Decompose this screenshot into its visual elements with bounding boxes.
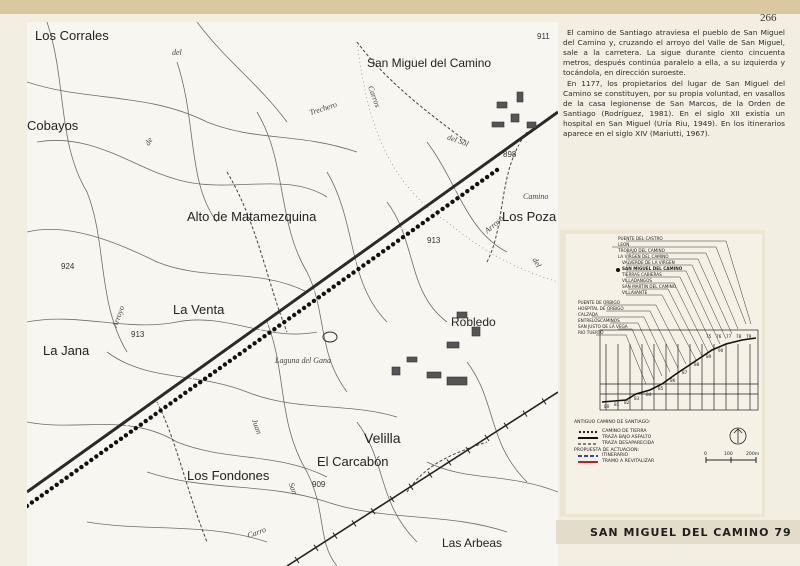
profile-elevation-line <box>602 338 756 402</box>
label-camino: Camino <box>523 192 549 201</box>
profile-label-11: PUENTE DE ORBIGO <box>578 300 620 305</box>
trail-dot <box>94 454 98 458</box>
trail-dot <box>144 419 148 423</box>
label-carros: Carros <box>366 84 383 109</box>
trail-dot <box>307 302 311 306</box>
trail-dot <box>124 433 128 437</box>
trail-dot <box>371 256 375 260</box>
trail-dot <box>223 362 227 366</box>
label-cobayos: Cobayos <box>27 118 79 133</box>
trail-dot <box>173 398 177 402</box>
stage-90: 90 <box>718 348 724 353</box>
trail-dot <box>203 377 207 381</box>
trail-dot <box>356 267 360 271</box>
trail-dot <box>55 483 59 487</box>
elevation-898: 898 <box>503 150 517 159</box>
legend-itinerary-label: ITINERARIO <box>602 453 629 458</box>
profile-label-7: TIERRAS CABIERAS <box>622 272 662 277</box>
label-robledo: Robledo <box>451 315 496 329</box>
legend-revitalize-label: TRAMO A REVITALIZAR <box>602 459 655 464</box>
label-velilla: Velilla <box>364 430 401 446</box>
trail-dot <box>485 175 489 179</box>
stage-81: 81 <box>614 402 620 407</box>
trail-dot <box>396 239 400 243</box>
label-la-venta: La Venta <box>173 302 225 317</box>
trail-dot <box>134 426 138 430</box>
elevation-909: 909 <box>312 480 326 489</box>
trail-dot <box>421 221 425 225</box>
trail-dot <box>163 405 167 409</box>
trail-dot <box>490 171 494 175</box>
pond <box>323 332 337 342</box>
trail-dot <box>282 320 286 324</box>
trail-dot <box>287 316 291 320</box>
label-los-poza: Los Poza <box>502 209 557 224</box>
scale-0: 0 <box>704 452 707 457</box>
trail-dot <box>351 270 355 274</box>
trail-dot <box>455 196 459 200</box>
trail-dot <box>327 288 331 292</box>
profile-label-6: SAN MIGUEL DEL CAMINO <box>622 266 683 271</box>
label-juan: Juan <box>249 417 264 436</box>
trail-dot <box>341 277 345 281</box>
stage-82: 82 <box>624 400 630 405</box>
trail-dot <box>158 408 162 412</box>
stage-78: 78 <box>736 334 742 339</box>
elevation-911: 911 <box>537 32 550 41</box>
trail-dot <box>450 200 454 204</box>
label-trechero: Trechero <box>308 99 338 118</box>
trail-dot <box>317 295 321 299</box>
legend-symbols <box>578 431 598 462</box>
elevation-924: 924 <box>61 262 75 271</box>
trail-dot <box>366 260 370 264</box>
trail-dot <box>277 323 281 327</box>
trail-dot <box>431 214 435 218</box>
legend-proposal: PROPUESTA DE ACTUACION: <box>574 448 640 453</box>
label-san: San <box>286 481 300 496</box>
trail-dot <box>361 263 365 267</box>
north-arrow <box>730 428 746 444</box>
trail-dot <box>129 430 133 434</box>
profile-label-3: TROBAJO DEL CAMINO <box>618 248 665 253</box>
trail-dot <box>376 253 380 257</box>
trail-dot <box>69 472 73 476</box>
label-laguna-del-gana: Laguna del Gana <box>275 356 331 365</box>
legend-under-asphalt: TRAZA BAJO ASFALTO <box>602 435 652 440</box>
label-del: del <box>172 48 182 57</box>
legend-lost-track: TRAZA DESAPARECIDA <box>602 441 655 446</box>
trail-dot <box>89 458 93 462</box>
trail-dot <box>312 299 316 303</box>
trail-dot <box>337 281 341 285</box>
label-alto-de-matamezquina: Alto de Matamezquina <box>187 209 317 224</box>
paragraph-history: En 1177, los propietarios del lugar de San Miguel del Camino se constituyen, por su propia voluntad, en vasallos de la casa legionense de San Marcos, de la Orden de Santiago (Rodríguez, 1981). En el siglo XII existía un hospital en San Miguel (Uría Riu, 1949). En los itinerarios aparece en el siglo XIV (Mariutti, 1967). <box>563 79 785 138</box>
profile-label-2: LEON <box>618 242 630 247</box>
trail-dot <box>79 465 83 469</box>
trail-dot <box>401 235 405 239</box>
stage-76: 76 <box>716 334 722 339</box>
profile-label-5: VALVERDE DE LA VIRGEN <box>622 260 675 265</box>
trail-dot <box>238 352 242 356</box>
stage-75: 75 <box>706 334 712 339</box>
trail-dot <box>104 447 108 451</box>
label-de: de <box>142 135 155 148</box>
scale-100: 100 <box>724 452 733 457</box>
trail-dot <box>435 210 439 214</box>
village-buildings <box>392 92 536 385</box>
label-los-fondones: Los Fondones <box>187 468 270 483</box>
stage-77: 77 <box>726 334 732 339</box>
route-profile-inset <box>566 234 762 514</box>
trail-dot <box>178 394 182 398</box>
trail-dot <box>119 437 123 441</box>
trail-dot <box>460 193 464 197</box>
stage-87: 87 <box>682 370 688 375</box>
label-las-arbeas: Las Arbeas <box>442 536 503 550</box>
scale-200m: 200m <box>746 452 760 457</box>
trail-dot <box>183 391 187 395</box>
trail-dot <box>45 490 49 494</box>
trail-dot <box>168 401 172 405</box>
stage-83: 83 <box>634 396 640 401</box>
trail-dot <box>416 224 420 228</box>
trail-dot <box>30 500 34 504</box>
stage-80: 80 <box>604 404 610 409</box>
trail-dot <box>272 327 276 331</box>
trail-dot <box>64 476 68 480</box>
label-los-corrales: Los Corrales <box>35 28 109 43</box>
san-miguel-marker <box>616 268 620 272</box>
trail-dot <box>109 444 113 448</box>
trail-dot <box>233 355 237 359</box>
trail-dot <box>247 345 251 349</box>
scale-bar <box>706 457 756 463</box>
trail-dot <box>59 479 63 483</box>
page-number: 266 <box>760 12 777 24</box>
trail-dot <box>292 313 296 317</box>
profile-label-4: LA VIRGEN DEL CAMINO <box>618 254 669 259</box>
profile-drawing <box>566 234 762 514</box>
trail-dot <box>322 292 326 296</box>
trail-dot <box>332 285 336 289</box>
trail-dot <box>470 186 474 190</box>
trail-dot <box>386 246 390 250</box>
stage-79: 79 <box>746 334 752 339</box>
trail-dot <box>153 412 157 416</box>
label-del-sol: del Sol <box>446 132 470 149</box>
trail-dot <box>297 309 301 313</box>
trail-dot <box>188 387 192 391</box>
label-san-miguel-del-camino: San Miguel del Camino <box>367 56 492 70</box>
trail-dot <box>213 369 217 373</box>
trail-dot <box>218 366 222 370</box>
page-top-strip <box>0 0 800 14</box>
trail-dot <box>198 380 202 384</box>
profile-label-8: VILLADANGOS <box>622 278 653 283</box>
profile-label-15: SAN JUSTO DE LA VEGA <box>578 324 628 329</box>
label-carro: Carro <box>246 524 268 541</box>
trail-dot <box>228 359 232 363</box>
profile-label-1: PUENTE DEL CASTRO <box>618 236 663 241</box>
trail-dot <box>440 207 444 211</box>
stage-85: 85 <box>658 386 664 391</box>
trail-dot <box>252 341 256 345</box>
elevation-913-north: 913 <box>427 236 441 245</box>
profile-label-12: HOSPITAL DE ORBIGO <box>578 306 624 311</box>
label-arroyo-east: Arroyo <box>482 213 506 236</box>
stage-84: 84 <box>646 392 652 397</box>
trail-dot <box>74 468 78 472</box>
trail-dot <box>139 423 143 427</box>
trail-dot <box>495 168 499 172</box>
trail-dot <box>475 182 479 186</box>
legend-dirt-track: CAMINO DE TIERRA <box>602 429 647 434</box>
trail-dot <box>346 274 350 278</box>
trail-dot <box>391 242 395 246</box>
profile-label-16: RIO TUERTO <box>578 330 604 335</box>
profile-label-10: VILLAVANTE <box>622 290 648 295</box>
trail-dot <box>84 461 88 465</box>
legend-dots <box>579 431 597 433</box>
trail-dot <box>267 331 271 335</box>
legend-heading: ANTIGUO CAMINO DE SANTIAGO: <box>574 420 651 425</box>
trail-dot <box>35 497 39 501</box>
profile-label-13: CALZADA <box>578 312 598 317</box>
paragraph-route: El camino de Santiago atraviesa el pueblo de San Miguel del Camino y, cruzando el arroyo del Valle de San Miguel, sale a la carretera. La sigue durante ciento cincuenta metros, después continúa paralelo a ella, a su izquierda y tocándola, en dirección suroeste. <box>563 28 785 77</box>
railway <box>287 392 558 566</box>
trail-dot <box>480 178 484 182</box>
stage-86: 86 <box>670 378 676 383</box>
trail-dot <box>445 203 449 207</box>
label-la-jana: La Jana <box>43 343 90 358</box>
trail-dot <box>257 338 261 342</box>
topographic-map <box>27 22 558 566</box>
trail-dot <box>406 232 410 236</box>
trail-dot <box>114 440 118 444</box>
trail-dot <box>243 348 247 352</box>
trail-dot <box>193 384 197 388</box>
trail-dot <box>40 493 44 497</box>
stage-89: 89 <box>706 354 712 359</box>
profile-label-9: SAN MARTIN DEL CAMINO <box>622 284 677 289</box>
trail-dot <box>465 189 469 193</box>
trail-dot <box>149 415 153 419</box>
trail-dot <box>99 451 103 455</box>
elevation-913-south: 913 <box>131 330 145 339</box>
trail-dot <box>302 306 306 310</box>
trail-dot <box>426 217 430 221</box>
trail-dot <box>208 373 212 377</box>
section-title: SAN MIGUEL DEL CAMINO 79 <box>590 526 792 539</box>
trail-dot <box>27 504 29 508</box>
description-text <box>563 28 785 140</box>
label-el-carcabon: El Carcabón <box>317 454 389 469</box>
stage-88: 88 <box>694 362 700 367</box>
profile-label-14: ENTRELOSCAMINOS <box>578 318 620 323</box>
trail-dot <box>50 486 54 490</box>
label-arroyo-west: Arroyo <box>110 304 127 329</box>
trail-dot <box>262 334 266 338</box>
label-del-east: del <box>530 256 544 269</box>
trail-dot <box>381 249 385 253</box>
trail-dot <box>411 228 415 232</box>
